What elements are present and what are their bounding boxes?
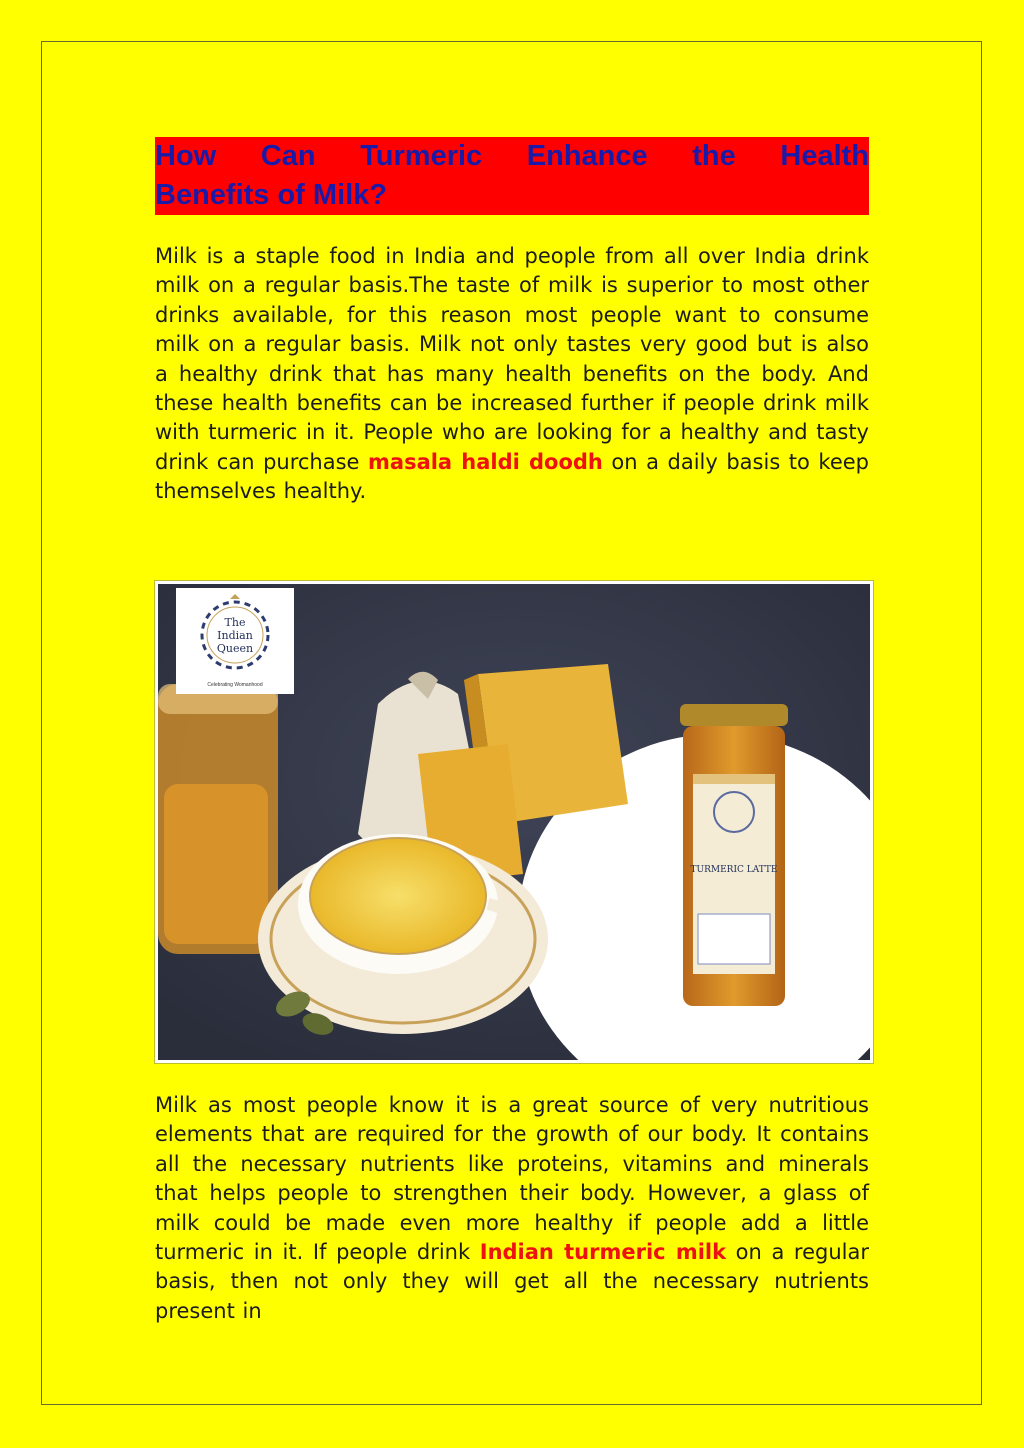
paragraph-intro-text-a: Milk is a staple food in India and people from all over India drink milk on a regular basis.The taste of milk is superior to most other drinks available, for this reason most people want to consume milk on a regular basis. Milk not only tastes very good but is also a healthy drink that has many health benefits on the body. And these health benefits can be increased further if people drink milk with turmeric in it. People who are looking for a healthy and tasty drink can purchase <box>155 244 869 474</box>
keyword-indian-turmeric-milk[interactable]: Indian turmeric milk <box>479 1240 727 1265</box>
heading-line-1: How Can Turmeric Enhance the Health <box>155 137 869 176</box>
brand-logo <box>176 588 294 694</box>
paragraph-nutrition-text-b: on a regular basis, then not only they will get all the necessary nutrients present in <box>155 1240 869 1323</box>
paragraph-intro-text-b: on a daily basis to keep themselves healthy. <box>155 449 870 504</box>
paragraph-nutrition <box>155 1091 869 1326</box>
jar-label-text: TURMERIC LATTE <box>690 865 778 875</box>
logo-line-2: Indian <box>217 629 253 642</box>
logo-line-1: The <box>224 616 246 629</box>
heading-line-2: Benefits of Milk? <box>155 176 869 215</box>
paragraph-intro <box>155 242 869 507</box>
page-title <box>155 137 869 215</box>
article-heading <box>155 137 869 215</box>
brand-tagline: Celebrating Womanhood <box>207 682 263 688</box>
keyword-masala-haldi-doodh[interactable]: masala haldi doodh <box>368 449 603 474</box>
logo-line-3: Queen <box>216 642 254 655</box>
brand-name <box>176 616 294 655</box>
paragraph-nutrition-text-a: Milk as most people know it is a great source of very nutritious elements that are required for the growth of our body. It contains all the necessary nutrients like proteins, vitamins and minerals that helps people to strengthen their body. However, a glass of milk could be made even more healthy if people add a little turmeric in it. If people drink <box>155 1093 869 1265</box>
product-photo <box>155 581 873 1063</box>
